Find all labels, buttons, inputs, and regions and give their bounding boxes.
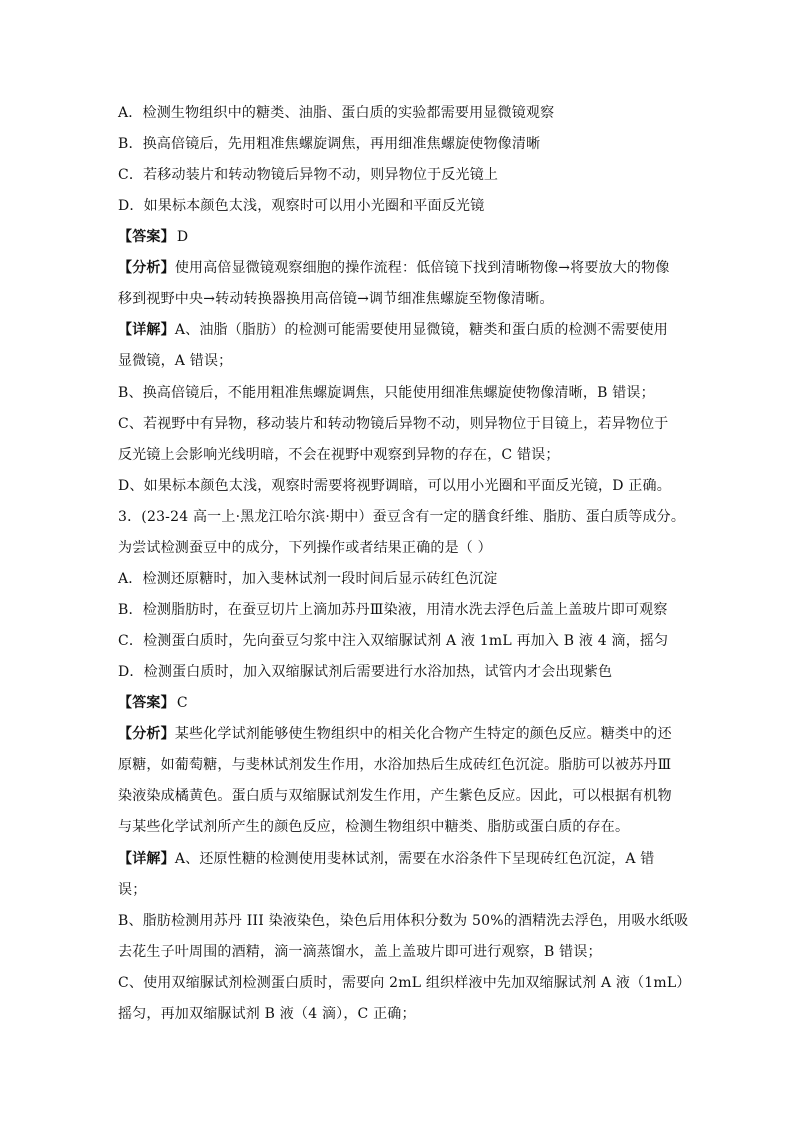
q3-analysis-line-4: 与某些化学试剂所产生的颜色反应，检测生物组织中糖类、脂肪或蛋白质的存在。 bbox=[118, 819, 630, 835]
q2-analysis-tag: 【分析】 bbox=[118, 260, 175, 276]
q3-detail-line-3: B、脂肪检测用苏丹 III 染液染色，染色后用体积分数为 50%的酒精洗去浮色，用吸水纸吸 bbox=[118, 913, 689, 929]
q2-detail-line-3: B、换高倍镜后，不能用粗准焦螺旋调焦，只能使用细准焦螺旋使物像清晰，B 错误； bbox=[118, 385, 655, 401]
q3-detail-line-1 bbox=[118, 850, 678, 868]
q3-stem-line-2: 为尝试检测蚕豆中的成分，下列操作或者结果正确的是（ ） bbox=[118, 540, 492, 556]
q3-stem-line-1: 3．(23-24 高一上·黑龙江哈尔滨·期中）蚕豆含有一定的膳食纤维、脂肪、蛋白质等成分。 bbox=[118, 509, 686, 525]
q3-option-c: C．检测蛋白质时，先向蚕豆匀浆中注入双缩脲试剂 A 液 1mL 再加入 B 液 4 滴，摇匀 bbox=[118, 633, 669, 649]
q3-answer-value: C bbox=[176, 695, 188, 711]
q3-option-a: A．检测还原糖时，加入斐林试剂一段时间后显示砖红色沉淀 bbox=[118, 571, 498, 587]
q3-detail-line-2: 误； bbox=[118, 882, 147, 898]
q2-answer-value: D bbox=[176, 229, 189, 245]
q3-detail-line-4: 去花生子叶周围的酒精，滴一滴蒸馏水，盖上盖玻片即可进行观察，B 错误； bbox=[118, 944, 602, 960]
q3-analysis-line-3: 染液染成橘黄色。蛋白质与双缩脲试剂发生作用，产生紫色反应。因此，可以根据有机物 bbox=[118, 788, 672, 804]
q2-answer-line bbox=[118, 228, 678, 246]
q2-detail-line-5: 反光镜上会影响光线明暗，不会在视野中观察到异物的存在，C 错误； bbox=[118, 447, 560, 463]
q3-analysis-text-1: 某些化学试剂能够使生物组织中的相关化合物产生特定的颜色反应。糖类中的还 bbox=[174, 726, 672, 742]
q2-option-c: C．若移动装片和转动物镜后异物不动，则异物位于反光镜上 bbox=[118, 167, 499, 183]
q2-option-b: B．换高倍镜后，先用粗准焦螺旋调焦，再用细准焦螺旋使物像清晰 bbox=[118, 136, 541, 152]
q2-analysis-text-1: 使用高倍显微镜观察细胞的操作流程：低倍镜下找到清晰物像→将要放大的物像 bbox=[174, 260, 670, 276]
q2-option-a: A．检测生物组织中的糖类、油脂、蛋白质的实验都需要用显微镜观察 bbox=[118, 105, 555, 121]
q3-analysis-tag: 【分析】 bbox=[118, 726, 175, 742]
q2-detail-tag: 【详解】 bbox=[118, 322, 175, 338]
q2-analysis-line-1 bbox=[118, 259, 678, 277]
q3-option-b: B．检测脂肪时，在蚕豆切片上滴加苏丹Ⅲ染液，用清水洗去浮色后盖上盖玻片即可观察 bbox=[118, 602, 668, 618]
q3-detail-line-6: 摇匀，再加双缩脲试剂 B 液（4 滴），C 正确； bbox=[118, 1006, 416, 1022]
q2-detail-line-6: D、如果标本颜色太浅，观察时需要将视野调暗，可以用小光圈和平面反光镜，D 正确。 bbox=[118, 478, 671, 494]
q2-detail-text-1: A、油脂（脂肪）的检测可能需要使用显微镜，糖类和蛋白质的检测不需要使用 bbox=[174, 322, 668, 338]
q2-detail-line-4: C、若视野中有异物，移动装片和转动物镜后异物不动，则异物位于目镜上，若异物位于 bbox=[118, 416, 669, 432]
q2-detail-line-1 bbox=[118, 321, 678, 339]
q3-analysis-line-1 bbox=[118, 725, 678, 743]
q3-detail-tag: 【详解】 bbox=[118, 851, 175, 867]
q2-option-d: D．如果标本颜色太浅，观察时可以用小光圈和平面反光镜 bbox=[118, 198, 485, 214]
q2-analysis-line-2: 移到视野中央→转动转换器换用高倍镜→调节细准焦螺旋至物像清晰。 bbox=[118, 291, 554, 307]
q2-answer-tag: 【答案】 bbox=[118, 229, 175, 245]
q2-detail-line-2: 显微镜，A 错误； bbox=[118, 353, 233, 369]
q3-detail-text-1: A、还原性糖的检测使用斐林试剂，需要在水浴条件下呈现砖红色沉淀，A 错 bbox=[174, 851, 655, 867]
q3-answer-line bbox=[118, 694, 678, 712]
q3-option-d: D．检测蛋白质时，加入双缩脲试剂后需要进行水浴加热，试管内才会出现紫色 bbox=[118, 664, 613, 680]
q3-answer-tag: 【答案】 bbox=[118, 695, 175, 711]
q3-detail-line-5: C、使用双缩脲试剂检测蛋白质时，需要向 2mL 组织样液中先加双缩脲试剂 A 液（1mL） bbox=[118, 975, 691, 991]
q3-analysis-line-2: 原糖，如葡萄糖，与斐林试剂发生作用，水浴加热后生成砖红色沉淀。脂肪可以被苏丹Ⅲ bbox=[118, 757, 672, 773]
